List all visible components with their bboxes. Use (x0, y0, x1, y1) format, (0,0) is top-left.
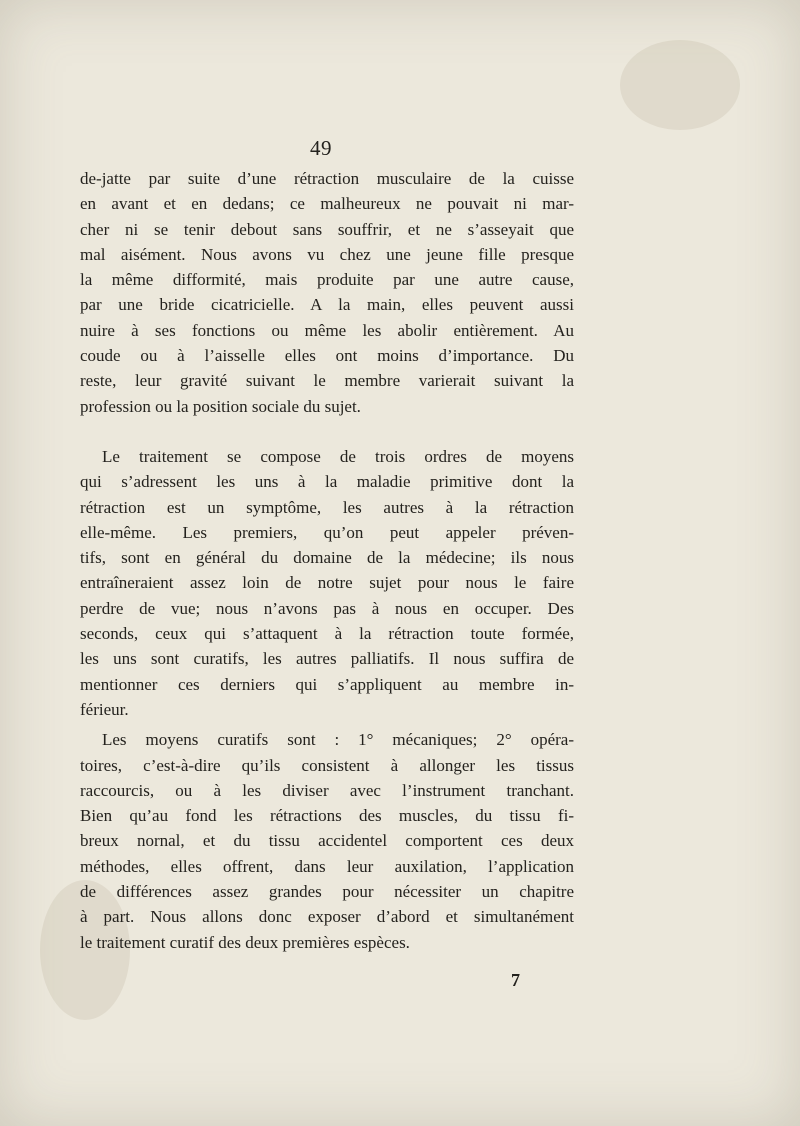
text-line: coude ou à l’aisselle elles ont moins d’importance. Du (80, 346, 574, 366)
text-line: de-jatte par suite d’une rétraction musculaire de la cuisse (80, 169, 574, 188)
page-number: 49 (310, 136, 332, 160)
paragraph (80, 444, 574, 722)
text-line: tifs, sont en général du domaine de la médecine; ils nous (80, 548, 574, 568)
text-line: les uns sont curatifs, les autres palliatifs. Il nous suffira de (80, 649, 574, 669)
paragraph (80, 166, 574, 419)
text-line: férieur. (80, 699, 129, 719)
text-line: rétraction est un symptôme, les autres à la rétraction (80, 497, 574, 517)
text-line: par une bride cicatricielle. A la main, elles peuvent aussi (80, 295, 574, 315)
text-line: le traitement curatif des deux premières espèces. (80, 932, 410, 952)
text-line: entraîneraient assez loin de notre sujet pour nous le faire (80, 573, 574, 593)
text-line: Les moyens curatifs sont : 1° mécaniques; 2° opéra- (102, 730, 574, 750)
text-line: toires, c’est-à-dire qu’ils consistent à allonger les tissus (80, 755, 574, 775)
text-line: mentionner ces derniers qui s’appliquent au membre in- (80, 674, 574, 694)
paragraph-gap (80, 419, 574, 444)
text-line: Le traitement se compose de trois ordres de moyens (102, 446, 574, 466)
paragraph (80, 727, 574, 955)
text-line: de différences assez grandes pour nécessiter un chapitre (80, 882, 574, 902)
text-line: reste, leur gravité suivant le membre varierait suivant la (80, 371, 574, 391)
text-line: profession ou la position sociale du sujet. (80, 396, 361, 416)
text-line: raccourcis, ou à les diviser avec l’instrument tranchant. (80, 780, 574, 800)
text-line: perdre de vue; nous n’avons pas à nous en occuper. Des (80, 598, 574, 618)
text-line: breux nornal, et du tissu accidentel comportent ces deux (80, 831, 574, 851)
text-line: seconds, ceux qui s’attaquent à la rétraction toute formée, (80, 624, 574, 644)
paper-stain (620, 40, 740, 130)
text-line: Bien qu’au fond les rétractions des muscles, du tissu fi- (80, 806, 574, 826)
text-line: en avant et en dedans; ce malheureux ne pouvait ni mar- (80, 194, 574, 214)
text-line: cher ni se tenir debout sans souffrir, et ne s’asseyait que (80, 219, 574, 239)
body-text (80, 166, 574, 955)
text-line: méthodes, elles offrent, dans leur auxilation, l’application (80, 856, 574, 876)
text-line: qui s’adressent les uns à la maladie primitive dont la (80, 472, 574, 492)
text-line: à part. Nous allons donc exposer d’abord et simultanément (80, 907, 574, 927)
signature-mark: 7 (511, 970, 520, 990)
text-line: mal aisément. Nous avons vu chez une jeune fille presque (80, 244, 574, 264)
text-line: elle-même. Les premiers, qu’on peut appeler préven- (80, 522, 574, 542)
text-line: nuire à ses fonctions ou même les abolir entièrement. Au (80, 320, 574, 340)
text-line: la même difformité, mais produite par une autre cause, (80, 270, 574, 290)
